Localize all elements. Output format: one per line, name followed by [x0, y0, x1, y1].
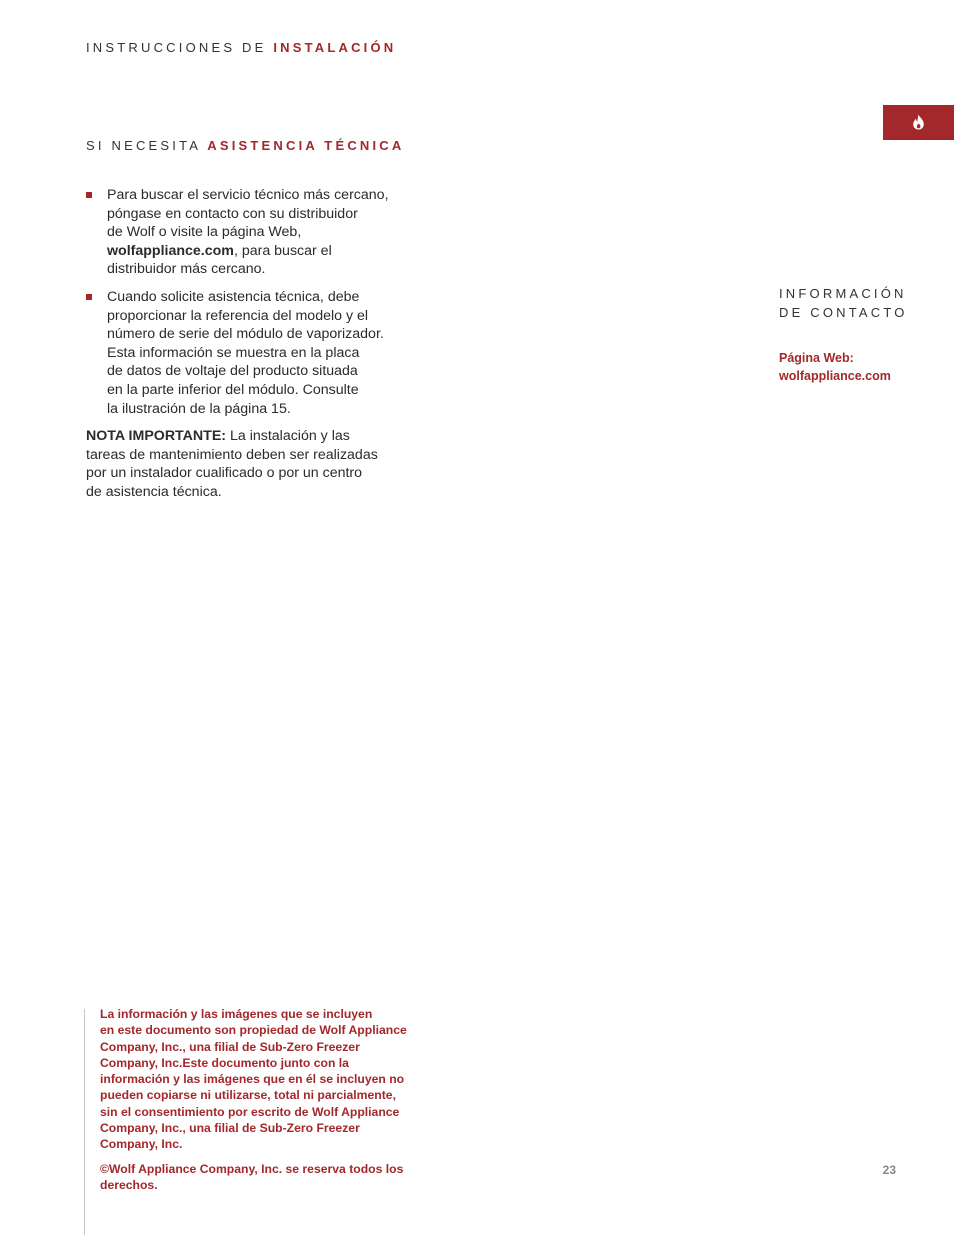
footer-line: ©Wolf Appliance Company, Inc. se reserva todos los [100, 1161, 404, 1176]
list-item-line [107, 242, 416, 261]
footer-line: Company, Inc., una filial de Sub-Zero Freezer [100, 1039, 360, 1054]
list-item-line: número de serie del módulo de vaporizador. [107, 326, 384, 343]
list-item-line: póngase en contacto con su distribuidor [107, 205, 358, 222]
website-link-text: wolfappliance.com [107, 242, 234, 259]
assistance-list [86, 186, 416, 427]
page-header [86, 40, 396, 55]
note-label: NOTA IMPORTANTE: [86, 428, 227, 444]
footer-line: derechos. [100, 1177, 158, 1192]
contact-website [779, 350, 891, 385]
footer-line: en este documento son propiedad de Wolf Appliance [100, 1023, 407, 1038]
header-prefix: INSTRUCCIONES DE [86, 40, 267, 55]
note-text: La instalación y las [226, 428, 350, 444]
header-accent: INSTALACIÓN [273, 40, 397, 55]
list-item-line: proporcionar la referencia del modelo y el [107, 307, 369, 324]
contact-heading-line: DE CONTACTO [779, 305, 908, 320]
list-item-line: distribuidor más cercano. [107, 261, 266, 278]
bullet-square-icon [86, 294, 92, 300]
footer-divider [84, 1009, 85, 1235]
contact-heading-line: INFORMACIÓN [779, 286, 907, 301]
contact-heading [779, 284, 908, 322]
footer-line: Company, Inc. [100, 1137, 183, 1152]
list-item-line: de Wolf o visite la página Web, [107, 224, 302, 241]
note-line [86, 427, 416, 446]
footer-line: pueden copiarse ni utilizarse, total ni parcialmente, [100, 1088, 396, 1103]
note-line: tareas de mantenimiento deben ser realizadas [86, 446, 378, 463]
footer-line: La información y las imágenes que se incluyen [100, 1007, 373, 1021]
rights-notice [100, 1161, 460, 1194]
flame-icon [912, 114, 925, 130]
list-item-line: de datos de voltaje del producto situada [107, 363, 358, 380]
list-item-text: , para buscar el [233, 242, 332, 259]
contact-web-label: Página Web: [779, 351, 854, 365]
list-item-line: la ilustración de la página 15. [107, 400, 291, 417]
list-item-line: Esta información se muestra en la placa [107, 344, 360, 361]
section-title [86, 138, 405, 153]
page-number: 23 [882, 1163, 896, 1177]
section-title-accent: ASISTENCIA TÉCNICA [207, 138, 405, 153]
bullet-square-icon [86, 192, 92, 198]
copyright-notice [100, 1006, 460, 1153]
section-tab [883, 105, 954, 140]
section-title-prefix: SI NECESITA [86, 138, 201, 153]
note-line: por un instalador cualificado o por un centro [86, 465, 363, 482]
footer-line: Company, Inc.Este documento junto con la [100, 1055, 349, 1070]
note-line: de asistencia técnica. [86, 483, 222, 500]
list-item-line: Para buscar el servicio técnico más cercano, [107, 187, 389, 203]
list-item-line: en la parte inferior del módulo. Consulte [107, 381, 359, 398]
footer-line: Company, Inc., una filial de Sub-Zero Freezer [100, 1121, 360, 1136]
list-item [86, 186, 416, 279]
contact-web-url: wolfappliance.com [779, 368, 891, 383]
footer-line: sin el consentimiento por escrito de Wolf Appliance [100, 1104, 400, 1119]
footer-line: información y las imágenes que en él se incluyen no [100, 1072, 405, 1087]
list-item [86, 288, 416, 418]
important-note [86, 427, 416, 501]
legal-footer [100, 1006, 460, 1201]
list-item-line: Cuando solicite asistencia técnica, debe [107, 288, 360, 305]
